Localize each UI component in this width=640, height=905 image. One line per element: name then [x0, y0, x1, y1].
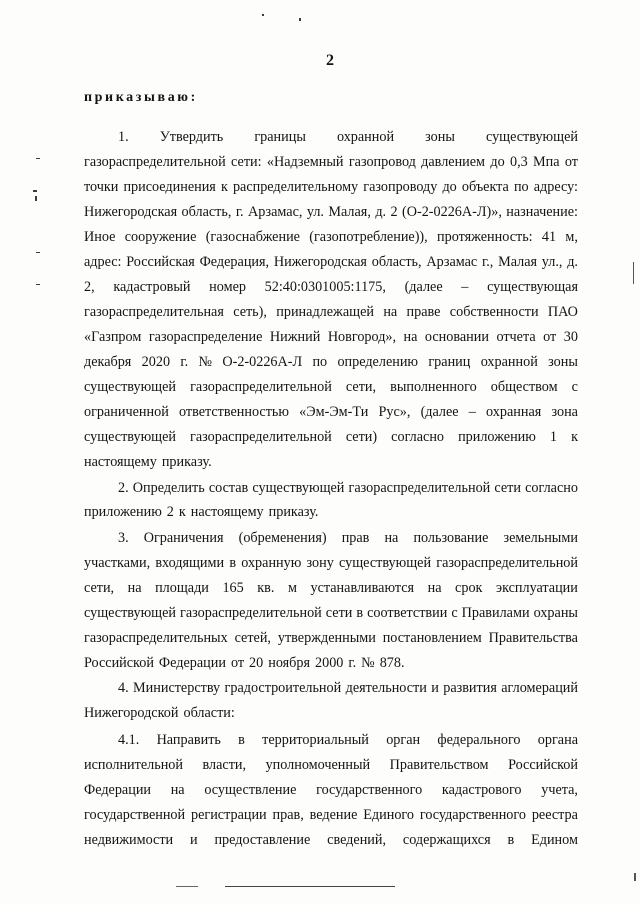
- word: отчета: [496, 329, 536, 345]
- text-line: [84, 603, 578, 623]
- word: Нижегородская: [273, 254, 367, 270]
- word: недвижимости: [84, 832, 174, 848]
- word: газораспределительная: [84, 304, 224, 320]
- text-line: [84, 227, 578, 247]
- text-line: [118, 730, 578, 750]
- word: 2.: [118, 480, 129, 496]
- word: сети: [325, 605, 353, 621]
- word: срок: [455, 580, 483, 596]
- text-line: [84, 755, 578, 775]
- word: эксплуатации: [495, 580, 578, 596]
- word: ул.,: [541, 254, 563, 270]
- text-line: [84, 177, 578, 197]
- word: состав: [208, 480, 249, 496]
- word: прав,: [272, 807, 304, 823]
- scan-speck: [36, 284, 40, 285]
- scan-footer-tick: [176, 886, 198, 887]
- word: сети,: [345, 379, 377, 395]
- word: приложению: [458, 429, 536, 445]
- word: до: [442, 179, 457, 195]
- word: присоединения: [123, 179, 216, 195]
- word: сеть),: [233, 304, 267, 320]
- text-line: [118, 528, 578, 548]
- word: 41: [541, 229, 557, 245]
- word: 4.: [118, 680, 129, 696]
- word: сетей,: [234, 630, 271, 646]
- word: распределительному: [232, 179, 359, 195]
- word: декабря: [84, 354, 132, 370]
- word: обществом: [490, 379, 558, 395]
- word: область,: [181, 204, 232, 220]
- word: сети,: [84, 580, 115, 596]
- word: Единого: [363, 807, 414, 823]
- word: охранная: [486, 404, 542, 420]
- word: «Надземный: [266, 154, 344, 170]
- word: д.: [375, 204, 387, 220]
- word: (далее: [420, 404, 459, 420]
- word: кадастрового: [441, 782, 522, 798]
- text-line: [118, 127, 578, 147]
- word: 1: [549, 429, 558, 445]
- word: адрес:: [84, 254, 122, 270]
- word: 1.: [118, 129, 129, 145]
- text-line: [118, 478, 578, 498]
- word: Нижний: [269, 329, 321, 345]
- text-line: [84, 703, 578, 723]
- text-line: [84, 830, 578, 850]
- scan-speck: [33, 190, 37, 192]
- word: газораспределительных: [84, 630, 228, 646]
- order-lead-word: приказываю:: [84, 90, 198, 105]
- word: определению: [337, 354, 419, 370]
- word: по: [312, 354, 328, 370]
- word: регистрации: [191, 807, 267, 823]
- word: №: [361, 655, 375, 671]
- word: согласно: [391, 429, 445, 445]
- word: агломераций: [501, 680, 578, 696]
- word: к: [220, 179, 228, 195]
- page-number: 2: [326, 52, 334, 69]
- word: Правительства: [488, 630, 578, 646]
- word: зоны: [425, 129, 455, 145]
- scan-speck: [36, 252, 40, 253]
- word: О-2-0226А-Л: [222, 354, 303, 370]
- word: область,: [371, 254, 422, 270]
- word: праве: [406, 304, 441, 320]
- scan-speck: [299, 18, 301, 21]
- word: на: [403, 329, 418, 345]
- word: сведений,: [327, 832, 387, 848]
- word: м: [287, 580, 297, 596]
- word: Правительством: [389, 757, 489, 773]
- word: власти,: [202, 757, 247, 773]
- word: градостроительной: [224, 680, 342, 696]
- word: выполненного: [390, 379, 477, 395]
- word: орган: [386, 732, 421, 748]
- word: «Эм-Эм-Ти: [299, 404, 369, 420]
- word: м,: [565, 229, 578, 245]
- word: от: [543, 329, 557, 345]
- word: адресу:: [533, 179, 578, 195]
- word: по: [513, 179, 529, 195]
- word: 3.: [118, 530, 129, 546]
- scan-footer-rule: [225, 886, 395, 887]
- text-line: [84, 402, 578, 422]
- word: учета,: [541, 782, 578, 798]
- word: деятельности: [345, 680, 427, 696]
- word: давлением: [421, 154, 486, 170]
- word: Нижегородской: [84, 705, 179, 721]
- word: развития: [443, 680, 497, 696]
- word: Направить: [156, 732, 221, 748]
- scan-speck: [36, 158, 40, 159]
- word: сооружение: [124, 229, 197, 245]
- word: протяженность:: [437, 229, 533, 245]
- word: участками,: [84, 555, 151, 571]
- word: охранной: [336, 129, 395, 145]
- word: Определить: [132, 480, 205, 496]
- word: осуществление: [204, 782, 297, 798]
- text-line: [84, 452, 578, 472]
- word: пользование: [413, 530, 489, 546]
- word: 2020: [141, 354, 171, 370]
- word: (обременения): [238, 530, 327, 546]
- word: существующей: [339, 555, 432, 571]
- word: в: [229, 555, 237, 571]
- word: собственности: [449, 304, 539, 320]
- text-line: [84, 302, 578, 322]
- word: номер: [209, 279, 246, 295]
- word: Правилами: [461, 605, 530, 621]
- word: сети:: [231, 154, 262, 170]
- word: приложению: [84, 504, 162, 520]
- word: земельными: [503, 530, 578, 546]
- word: границы: [254, 129, 306, 145]
- word: Арзамас: [426, 254, 478, 270]
- word: принадлежащей: [276, 304, 374, 320]
- word: в: [238, 732, 245, 748]
- word: №: [198, 354, 213, 370]
- text-line: [84, 553, 578, 573]
- word: входящими: [155, 555, 225, 571]
- word: г.: [348, 655, 357, 671]
- word: (далее: [404, 279, 443, 295]
- word: газораспределительной: [190, 379, 332, 395]
- word: устанавливаются: [310, 580, 415, 596]
- word: газораспределительной: [436, 555, 578, 571]
- word: в: [356, 605, 364, 621]
- word: площади: [155, 580, 209, 596]
- word: 2,: [84, 279, 95, 295]
- word: объекта: [461, 179, 509, 195]
- word: и: [190, 832, 198, 848]
- word: сети): [345, 429, 378, 445]
- word: постановлением: [382, 630, 482, 646]
- word: точки: [84, 179, 119, 195]
- text-line: [84, 377, 578, 397]
- word: кв.: [257, 580, 275, 596]
- word: газопроводу: [363, 179, 438, 195]
- word: территориальный: [262, 732, 369, 748]
- word: государственного: [419, 807, 526, 823]
- scan-speck: [634, 873, 636, 881]
- word: зона: [551, 404, 578, 420]
- text-line: [84, 327, 578, 347]
- word: существующей: [84, 605, 176, 621]
- scan-speck: [262, 14, 264, 16]
- text-line: [84, 427, 578, 447]
- word: г.: [180, 354, 189, 370]
- word: Новгород»,: [327, 329, 397, 345]
- word: газопровод: [348, 154, 416, 170]
- word: настоящему: [84, 454, 157, 470]
- word: –: [461, 279, 469, 295]
- word: ведение: [309, 807, 358, 823]
- word: государственной: [84, 807, 186, 823]
- word: прав: [341, 530, 370, 546]
- word: реестра: [531, 807, 578, 823]
- word: исполнительной: [84, 757, 183, 773]
- word: ПАО: [547, 304, 578, 320]
- word: д.: [567, 254, 578, 270]
- word: газораспределительной: [180, 605, 322, 621]
- word: органа: [537, 732, 578, 748]
- word: утвержденными: [277, 630, 376, 646]
- scan-speck: [35, 196, 37, 201]
- word: Российская: [126, 254, 195, 270]
- word: 30: [563, 329, 578, 345]
- text-line: [84, 805, 578, 825]
- word: Малая,: [328, 204, 371, 220]
- word: назначение:: [506, 204, 578, 220]
- word: 52:40:0301005:1175,: [264, 279, 386, 295]
- word: ответственностью: [178, 404, 289, 420]
- text-line: [84, 780, 578, 800]
- word: области:: [183, 705, 235, 721]
- word: соответствии: [367, 605, 448, 621]
- word: Иное: [84, 229, 116, 245]
- word: (газоснабжение: [205, 229, 300, 245]
- text-line: [84, 252, 578, 272]
- word: существующая: [487, 279, 578, 295]
- word: основании: [424, 329, 489, 345]
- text-line: [84, 152, 578, 172]
- word: Мпа: [533, 154, 560, 170]
- word: газораспределительной: [190, 429, 332, 445]
- word: на: [170, 782, 185, 798]
- word: существующей: [84, 429, 176, 445]
- word: приказу.: [268, 504, 319, 520]
- word: от: [230, 655, 245, 671]
- word: зоны: [548, 354, 578, 370]
- word: сети: [494, 480, 521, 496]
- word: г.: [235, 204, 244, 220]
- word: (газопотребление)),: [309, 229, 428, 245]
- word: газораспределение: [148, 329, 263, 345]
- word: газораспределительной: [348, 480, 491, 496]
- word: границ: [428, 354, 471, 370]
- word: согласно: [525, 480, 578, 496]
- word: государственного: [316, 782, 423, 798]
- text-line: [118, 678, 578, 698]
- word: охраны: [533, 605, 578, 621]
- word: и: [431, 680, 439, 696]
- word: 20: [249, 655, 264, 671]
- word: 165: [222, 580, 244, 596]
- text-line: [84, 628, 578, 648]
- word: федерального: [437, 732, 521, 748]
- word: с: [451, 605, 458, 621]
- word: содержащихся: [402, 832, 491, 848]
- word: г.,: [482, 254, 494, 270]
- word: охранной: [480, 354, 538, 370]
- word: 4.1.: [118, 732, 140, 748]
- word: зону: [306, 555, 334, 571]
- word: 2: [390, 204, 398, 220]
- word: ограниченной: [84, 404, 169, 420]
- word: Российской: [84, 655, 154, 671]
- word: существующей: [485, 129, 578, 145]
- word: до: [490, 154, 505, 170]
- word: (О-2-0226А-Л)»,: [402, 204, 502, 220]
- word: Едином: [531, 832, 578, 848]
- word: приказу.: [161, 454, 212, 470]
- word: охранную: [241, 555, 302, 571]
- word: существующей: [84, 379, 176, 395]
- word: Нижегородская: [84, 204, 178, 220]
- word: на: [427, 580, 442, 596]
- word: Ограничения: [143, 530, 224, 546]
- text-line: [84, 202, 578, 222]
- text-line: [84, 277, 578, 297]
- word: Федерации: [158, 655, 226, 671]
- word: –: [468, 404, 476, 420]
- word: Федерация,: [199, 254, 270, 270]
- word: настоящему: [190, 504, 264, 520]
- word: Арзамас,: [248, 204, 303, 220]
- word: 2000: [315, 655, 344, 671]
- word: существующей: [252, 480, 345, 496]
- word: к: [571, 429, 578, 445]
- word: уполномоченный: [265, 757, 371, 773]
- word: в: [507, 832, 515, 848]
- word: Утвердить: [159, 129, 224, 145]
- word: газораспределительной: [84, 154, 226, 170]
- word: на: [384, 530, 399, 546]
- text-line: [84, 578, 578, 598]
- word: к: [178, 504, 186, 520]
- word: Рус»,: [378, 404, 411, 420]
- word: «Газпром: [84, 329, 142, 345]
- word: кадастровый: [113, 279, 191, 295]
- word: 0,3: [509, 154, 528, 170]
- scan-edge-line: [633, 262, 634, 284]
- word: Российской: [508, 757, 578, 773]
- word: на: [383, 304, 398, 320]
- word: с: [571, 379, 578, 395]
- word: на: [127, 580, 142, 596]
- word: Федерации: [84, 782, 152, 798]
- text-line: [84, 352, 578, 372]
- word: 878.: [379, 655, 405, 671]
- word: от: [564, 154, 578, 170]
- word: предоставление: [214, 832, 311, 848]
- word: Министерству: [133, 680, 221, 696]
- text-line: [84, 502, 578, 522]
- word: ул.: [306, 204, 324, 220]
- text-line: [84, 653, 578, 673]
- word: 2: [166, 504, 174, 520]
- word: Малая: [498, 254, 538, 270]
- word: ноября: [268, 655, 311, 671]
